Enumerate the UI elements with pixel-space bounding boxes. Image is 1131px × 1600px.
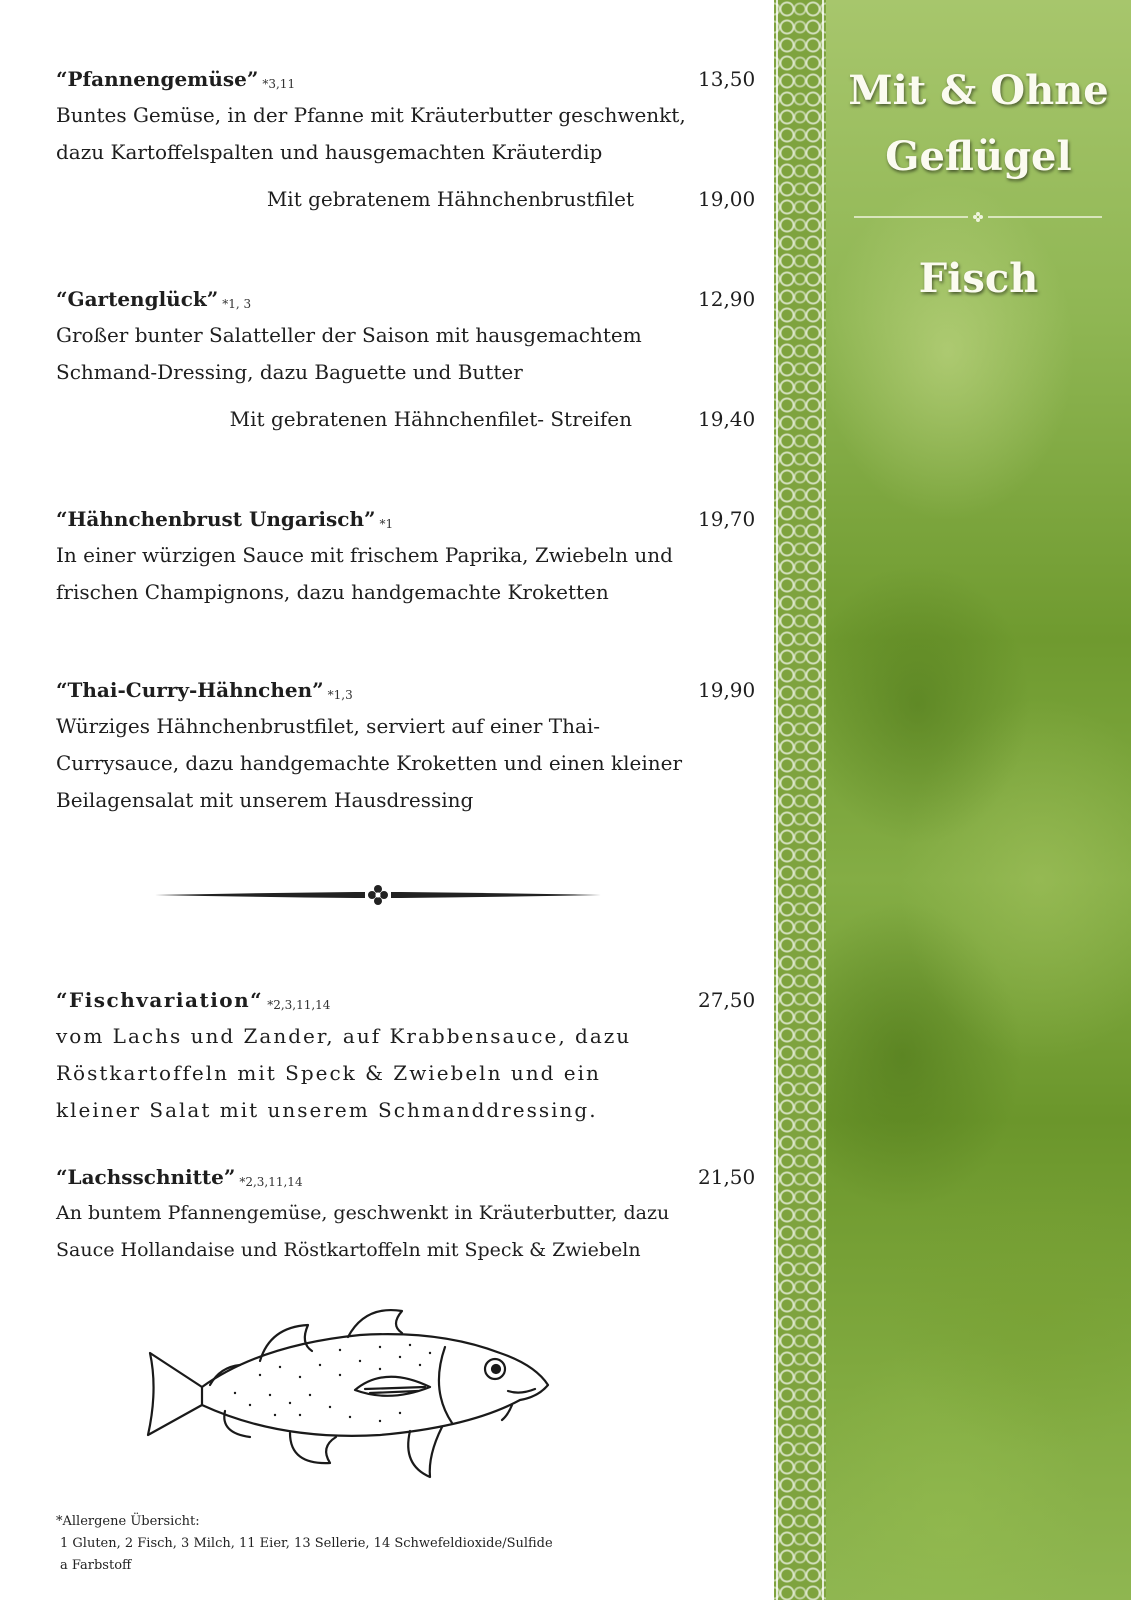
menu-item-thai-curry-haehnchen [56,672,756,819]
footnote-line: a Farbstoff [60,1558,132,1573]
menu-item-gartenglueck [56,281,756,441]
description-line: dazu Kartoffelspalten und hausgemachten Kräuterdip [56,140,603,164]
ornament-divider-icon [155,880,601,910]
section-title-fish: Fisch [918,255,1039,302]
lace-edge-right [822,0,824,1600]
section-title-line: Geflügel [885,133,1072,180]
item-option [56,175,756,221]
description-line: An buntem Pfannengemüse, geschwenkt in Kräuterbutter, dazu [56,1202,670,1224]
item-description [56,1018,676,1129]
item-allergens: *1, 3 [222,297,252,311]
panel-divider-icon [854,211,1102,223]
item-header [56,61,756,97]
item-price: 13,50 [698,67,756,91]
description-line: Sauce Hollandaise und Röstkartoffeln mit Speck & Zwiebeln [56,1239,641,1261]
item-allergens: *3,11 [262,77,296,91]
item-name: “Fischvariation“ *2,3,11,14 [56,988,331,1012]
item-header [56,1159,756,1195]
item-allergens: *2,3,11,14 [239,1175,303,1189]
item-option [56,395,756,441]
menu-item-haehnchenbrust-ungarisch [56,501,756,611]
description-line: kleiner Salat mit unserem Schmanddressing. [56,1098,598,1122]
item-header [56,672,756,708]
section-title-poultry [826,58,1131,190]
item-price: 19,70 [698,507,756,531]
option-price: 19,00 [698,187,756,211]
item-header [56,501,756,537]
item-allergens: *1,3 [327,688,353,702]
item-name: “Hähnchenbrust Ungarisch” *1 [56,507,394,531]
description-line: frischen Champignons, dazu handgemachte Kroketten [56,580,609,604]
item-description [56,317,696,391]
menu-item-pfannengemuese [56,61,756,221]
footnote-line: 1 Gluten, 2 Fisch, 3 Milch, 11 Eier, 13 Sellerie, 14 Schwefeldioxide/Sulfide [60,1536,553,1551]
item-allergens: *2,3,11,14 [267,998,331,1012]
allergen-footnote [56,1511,553,1577]
option-label: Mit gebratenem Hähnchenbrustfilet [266,187,634,211]
item-header [56,982,756,1018]
lace-edge-left [776,0,778,1600]
item-price: 27,50 [698,988,756,1012]
description-line: Beilagensalat mit unserem Hausdressing [56,788,474,812]
item-allergens: *1 [379,517,394,531]
item-description [56,537,696,611]
item-price: 21,50 [698,1165,756,1189]
section-title-line: Mit & Ohne [848,67,1109,114]
item-name: “Thai-Curry-Hähnchen” *1,3 [56,678,353,702]
option-price: 19,40 [698,407,756,431]
description-line: vom Lachs und Zander, auf Krabbensauce, dazu [56,1024,632,1048]
option-label: Mit gebratenen Hähnchenfilet- Streifen [229,407,632,431]
item-name: “Gartenglück” *1, 3 [56,287,252,311]
description-line: Buntes Gemüse, in der Pfanne mit Kräuterbutter geschwenkt, [56,103,686,127]
item-header [56,281,756,317]
description-line: Schmand-Dressing, dazu Baguette und Butter [56,360,523,384]
lace-border [774,0,826,1600]
footnote-title: *Allergene Übersicht: [56,1514,200,1529]
section-title-panel [826,0,1131,1600]
menu-item-fischvariation [56,982,756,1129]
item-description [56,708,696,819]
description-line: Currysauce, dazu handgemachte Kroketten und einen kleiner [56,751,683,775]
item-price: 12,90 [698,287,756,311]
menu-item-lachsschnitte [56,1159,756,1269]
item-name: “Lachsschnitte” *2,3,11,14 [56,1165,303,1189]
description-line: Röstkartoffeln mit Speck & Zwiebeln und ein [56,1061,601,1085]
item-description [56,1195,736,1269]
fish-illustration-icon [140,1305,560,1480]
description-line: Großer bunter Salatteller der Saison mit hausgemachtem [56,323,642,347]
description-line: In einer würzigen Sauce mit frischem Paprika, Zwiebeln und [56,543,673,567]
item-price: 19,90 [698,678,756,702]
item-name: “Pfannengemüse” *3,11 [56,67,296,91]
item-description [56,97,696,171]
description-line: Würziges Hähnchenbrustfilet, serviert auf einer Thai- [56,714,601,738]
